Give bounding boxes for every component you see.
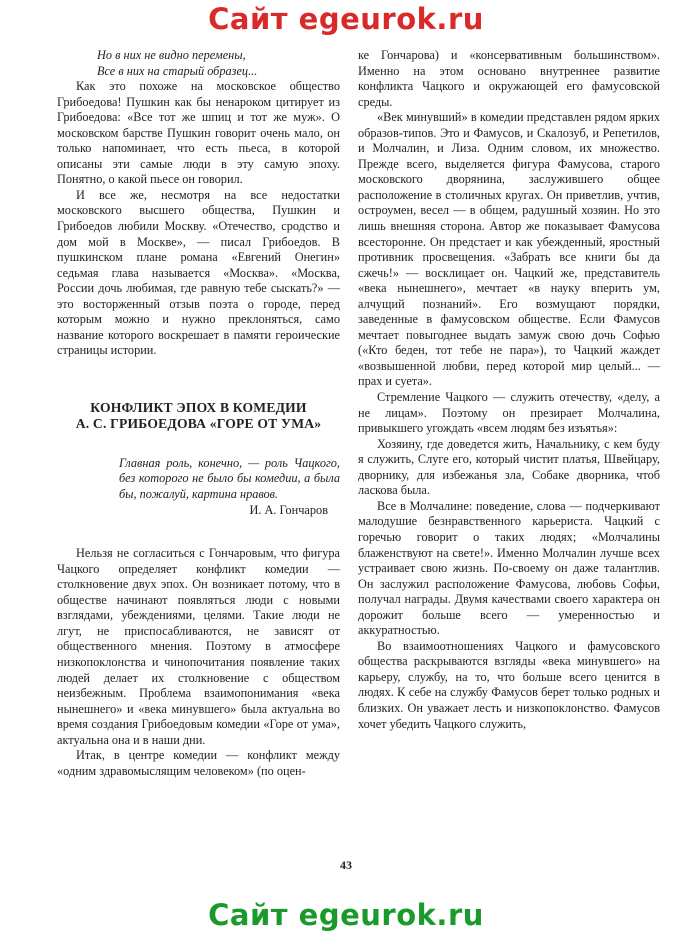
page-number: 43 [340, 858, 352, 872]
heading-line-1: КОНФЛИКТ ЭПОХ В КОМЕДИИ [90, 399, 307, 415]
paragraph: Как это похоже на московское общество Грибоедова! Пушкин как бы ненароком цитирует из Грибоедова: «Все тот же шпиц и тот же муж». О московском барстве Пушкин говорит очень мало, он только напоминает, что есть пьеса, в которой описаны эти самые люди в эту самую эпоху. Понятно, о какой пьесе он говорил. [57, 79, 340, 187]
epigraph: Главная роль, конечно, — роль Чацкого, без которого не было бы комедии, а была бы, пожалуй, картина нравов. [119, 455, 340, 502]
left-column [57, 48, 340, 779]
right-column [358, 48, 660, 732]
paragraph: Итак, в центре комедии — конфликт между «одним здравомыслящим человеком» (по оцен- [57, 748, 340, 778]
paragraph: Все в Молчалине: поведение, слова — подчеркивают малодушие безнравственного карьериста. Чацкий с горечью говорит о таких людях; «Молчалины блаженствуют на свете!». Именно Молчалин лучше всех устраивает свою жизнь. По-своему он даже талантлив. Он заслужил расположение Фамусова, любовь Софьи, получал награды. Двумя качествами своего характера он дорожит больше всего — умеренностью и аккуратностью. [358, 498, 660, 638]
chapter-heading [57, 400, 340, 432]
verse-quote: Хозяину, где доведется жить, Начальнику, с кем буду я служить, Слуге его, который чистит платья, Швейцару, дворнику, для избежанья зла, Собаке дворника, чтоб ласкова была. [358, 436, 660, 498]
paragraph: Стремление Чацкого — служить отечеству, «делу, а не лицам». Поэтому он презирает Молчалина, привыкшего угождать «всем людям без изъятья»: [358, 390, 660, 436]
poem-line: Все в них на старый образец... [97, 63, 258, 78]
paragraph: Во взаимоотношениях Чацкого и фамусовского общества раскрываются взгляды «века минувшего» на карьеру, службу, на то, что больше всего ценится в людях. К себе на службу Фамусов берет только родных и близких. Он уважает лесть и низкопоклонство. Фамусов хочет убедить Чацкого служить, [358, 638, 660, 731]
heading-line-2: А. С. ГРИБОЕДОВА «ГОРЕ ОТ УМА» [75, 415, 322, 431]
paragraph: Нельзя не согласиться с Гончаровым, что фигура Чацкого определяет конфликт комедии — столкновение двух эпох. Он возникает потому, что в обществе начинают появляться люди с новыми взглядами, убеждениями, целями. Такие люди не лгут, не приспосабливаются, не зависят от общественного мнения. Поэтому в атмосфере низкопоклонства и чинопочитания появление таких людей делает их столкновение с обществом неизбежным. Проблема взаимопонимания «века нынешнего» и «века минувшего» была актуальна во время создания Грибоедовым комедии «Горе от ума», актуальна она и в наши дни. [57, 546, 340, 747]
epigraph-author: И. А. Гончаров [249, 502, 328, 517]
poem-line: Но в них не видно перемены, [97, 48, 246, 62]
site-banner-top: Сайт egeurok.ru [208, 2, 484, 36]
paragraph: «Век минувший» в комедии представлен рядом ярких образов-типов. Это и Фамусов, и Скалозуб, и Репетилов, и Молчалин, и Лиза. Одним словом, их множество. Прежде всего, выделяется фигура Фамусова, старого московского дворянина, заслужившего общее расположение в столичных кругах. Он приветлив, учтив, остроумен, весел — в общем, радушный хозяин. Но это лишь внешняя сторона. Автор же показывает Фамусова всесторонне. Он предстает и как убежденный, яростный противник просвещения. «Забрать все книги бы да сжечь!» — восклицает он. Чацкий же, представитель «века нынешнего», мечтает «в науку вперить ум, алчущий познаний». Его возмущают порядки, заведенные в фамусовском обществе. Если Фамусов мечтает повыгоднее выдать замуж свою дочь Софью («Кто беден, тот тебе не пара»), то Чацкий жаждет «возвышенной любви, перед которой мир целый... — прах и суета». [358, 110, 660, 389]
paragraph: ке Гончарова) и «консервативным большинством». Именно на этом основано внутреннее развитие конфликта Чацкого и окружающей его фамусовской среды. [358, 48, 660, 109]
paragraph: И все же, несмотря на все недостатки московского высшего общества, Пушкин и Грибоедов любили Москву. «Отечество, сродство и дом мой в Москве», — писал Грибоедов. В пушкинском плане романа «Евгений Онегин» седьмая глава называется «Москва». «Москва, России дочь любимая, где равную тебе сыскать?» — это восторженный отзыв поэта о городе, перед которым можно и нужно преклоняться, само название которого воскрешает в памяти героические страницы истории. [57, 187, 340, 358]
site-banner-bottom: Сайт egeurok.ru [208, 898, 484, 932]
